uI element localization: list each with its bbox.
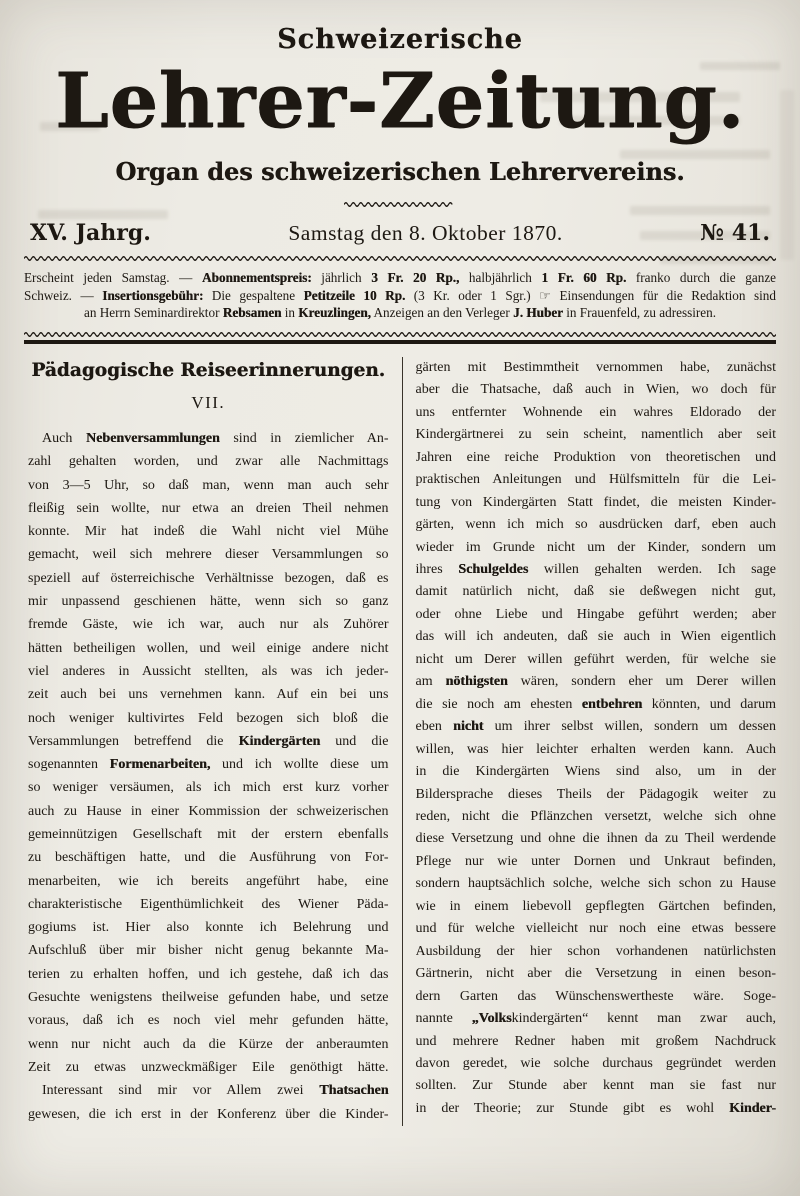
text-line: das will ich andeuten, daß sie auch in Wien eigentlich bbox=[415, 629, 776, 645]
text-line: voraus, daß ich es noch viel mehr gefunden hätte, bbox=[28, 1013, 389, 1029]
text-line: uns entfernter Wohnende ein wahres Eldorado der bbox=[415, 404, 776, 420]
text-line: Gärtnerin, nicht aber die Versetzung in einen beson- bbox=[415, 966, 776, 982]
masthead bbox=[0, 0, 800, 344]
column-left bbox=[28, 357, 402, 1126]
text-line: sollten. Zur Stunde aber kennt man sie fast nur bbox=[415, 1078, 776, 1094]
text-line: wenn nur nicht auch da die Kürze der anberaumten bbox=[28, 1036, 389, 1052]
article-text-left bbox=[28, 427, 389, 1126]
text-line: und mehrere Redner haben mit großem Nachdruck bbox=[415, 1033, 776, 1049]
text-line: Ausbildung der hier schon vorhandenen natürlichsten bbox=[415, 943, 776, 959]
date-row bbox=[0, 220, 800, 246]
masthead-title: Lehrer-Zeitung. bbox=[55, 56, 745, 145]
text-line: oder ohne Liebe und Hingabe geführt werden; aber bbox=[415, 606, 776, 622]
text-line: zu beschäftigen hatte, und die Ausführung von For- bbox=[28, 850, 389, 866]
text-line: gärten, wenn ich mich so ausdrücken darf, eben auch bbox=[415, 517, 776, 533]
text-line: charakteristische Eigenthümlichkeit des Wiener Päda- bbox=[28, 896, 389, 912]
text-line: gemeinnützigen Gesellschaft mit der erstern ebenfalls bbox=[28, 826, 389, 842]
text-line: zahl gehalten worden, und zwar alle Nachmittags bbox=[28, 454, 389, 470]
text-line: menarbeiten, wie ich bereits angeführt habe, eine bbox=[28, 873, 389, 889]
chapter-number: VII. bbox=[191, 392, 226, 412]
text-line: Zeit zu etwas unzweckmäßiger Eile genöthigt hätte. bbox=[28, 1059, 389, 1075]
text-line: hätten betheiligen wollen, und weil einige andere nicht bbox=[28, 640, 389, 656]
wavy-divider-short bbox=[344, 201, 456, 208]
text-line: gemacht, weil sich mehrere dieser Versammlungen so bbox=[28, 547, 389, 563]
text-line: Bildersprache dieses Theils der Pädagogik weiter zu bbox=[415, 786, 776, 802]
masthead-subtitle: Organ des schweizerischen Lehrervereins. bbox=[115, 157, 685, 187]
text-line: gogiums ist. Hier also konnte ich Belehrung und bbox=[28, 920, 389, 936]
text-line: tung von Kindergärten Statt findet, die meisten Kinder- bbox=[415, 494, 776, 510]
column-right bbox=[402, 357, 777, 1126]
article-heading: Pädagogische Reiseerinnerungen. bbox=[31, 359, 386, 381]
text-line: nannte „Volkskindergärten“ kennt man zwar auch, bbox=[415, 1011, 776, 1027]
subscription-info bbox=[24, 269, 776, 322]
text-line: willen, was hier leichter erhalten werden kann. Auch bbox=[415, 741, 776, 757]
text-line: diese Versetzung und ohne die ihnen da zu Theil werdende bbox=[415, 831, 776, 847]
text-line: nicht um Derer willen geführt werden, für welche sie bbox=[415, 651, 776, 667]
text-line: von 3—5 Uhr, so daß man, wenn man auch sehr bbox=[28, 477, 389, 493]
article-text-right bbox=[416, 357, 777, 1120]
text-line: Pflege nur wie unter Dornen und Unkraut befinden, bbox=[415, 853, 776, 869]
text-line: in die Kindergärten Wiens sind also, um in der bbox=[415, 764, 776, 780]
masthead-pretitle: Schweizerische bbox=[277, 24, 523, 55]
wavy-divider-bottom bbox=[24, 331, 776, 338]
article-columns bbox=[0, 357, 800, 1126]
issue-number: № 41. bbox=[700, 220, 770, 247]
text-line: praktischen Anleitungen und Hülfsmitteln für die Lei- bbox=[415, 472, 776, 488]
text-line: wie in einem liebevoll gepflegten Gärtchen befinden, bbox=[415, 898, 776, 914]
text-line: Erscheint jeden Samstag. — Abonnementspreis: jährlich 3 Fr. 20 Rp., halbjährlich 1 Fr. 60 Rp. franko durch die ganze bbox=[24, 270, 776, 286]
issue-date: Samstag den 8. Oktober 1870. bbox=[288, 221, 563, 246]
text-line: gärten mit Bestimmtheit vernommen habe, zunächst bbox=[415, 359, 776, 375]
text-line: damit natürlich nicht, daß sie deßwegen nicht gut, bbox=[415, 584, 776, 600]
text-line: terien zu erhalten hoffen, und ich gestehe, daß ich das bbox=[28, 966, 389, 982]
text-line: davon geredet, wie solche durchaus gegründet werden bbox=[415, 1055, 776, 1071]
text-line: sondern hauptsächlich solche, welche sich schon zu Hause bbox=[415, 876, 776, 892]
text-line: Aufschluß über mir bisher nicht genug bekannte Ma- bbox=[28, 943, 389, 959]
text-line: noch weniger kultivirtes Feld bezogen sich bloß die bbox=[28, 710, 389, 726]
text-line: konnte. Mir hat indeß die Wahl nicht viel Mühe bbox=[28, 524, 389, 540]
text-line: am nöthigsten wären, sondern eher um Derer willen bbox=[415, 674, 776, 690]
text-line: mir unpassend geschienen hätte, wenn sich so ganz bbox=[28, 594, 389, 610]
text-line: speziell auf österreichische Verhältnisse bezogen, daß es bbox=[28, 570, 389, 586]
text-line: Jahren eine reiche Produktion von theoretischen und bbox=[415, 449, 776, 465]
text-line: fremde Gäste, wie ich war, auch nur als Zuhörer bbox=[28, 617, 389, 633]
text-line: in der Theorie; zur Stunde gibt es wohl Kinder- bbox=[415, 1100, 776, 1116]
masthead-rule bbox=[24, 340, 776, 344]
text-line: und für welche vielleicht nur noch eine etwas bessere bbox=[415, 921, 776, 937]
text-line: aber die Thatsache, daß auch in Wien, wo doch für bbox=[415, 382, 776, 398]
text-line: Auch Nebenversammlungen sind in ziemlicher An- bbox=[28, 430, 389, 446]
text-line: Versammlungen betreffend die Kindergärten und die bbox=[28, 733, 389, 749]
text-line: reden, nicht die Pflänzchen versetzt, welche sich ohne bbox=[415, 809, 776, 824]
text-line: Kindergärtnerei zu sein scheint, namentlich aber seit bbox=[415, 427, 776, 443]
text-line: Schweiz. — Insertionsgebühr: Die gespaltene Petitzeile 10 Rp. (3 Kr. oder 1 Sgr.) ☞ Einsendungen für die Redaktion sind bbox=[24, 287, 776, 303]
text-line: Gesuchte wenigstens theilweise gefunden habe, und setze bbox=[28, 990, 389, 1006]
volume-label: XV. Jahrg. bbox=[30, 220, 151, 247]
text-line: zeit auch bei uns vernehmen kann. Auf ein bei uns bbox=[28, 687, 389, 703]
text-line: wieder im Grunde nicht um der Kinder, sondern um bbox=[415, 539, 776, 555]
text-line: an Herrn Seminardirektor Rebsamen in Kreuzlingen, Anzeigen an den Verleger J. Huber in Frauenfeld, zu adressiren. bbox=[83, 305, 717, 321]
text-line: Interessant sind mir vor Allem zwei Thatsachen bbox=[28, 1083, 389, 1099]
text-line: die sie noch am ehesten entbehren könnten, und darum bbox=[415, 696, 776, 712]
text-line: fleißig sein wollte, nur etwa an dreien Theil nehmen bbox=[28, 500, 389, 516]
text-line: auch zu Hause in einer Kommission der schweizerischen bbox=[28, 803, 389, 819]
text-line: eben nicht um ihrer selbst willen, sondern um dessen bbox=[415, 719, 776, 735]
text-line: viel anderes in Aussicht stellten, als was ich jeder- bbox=[28, 663, 389, 679]
text-line: so weniger versäumen, als ich mich erst kurz vorher bbox=[28, 780, 389, 796]
text-line: sogenannten Formenarbeiten, und ich wollte diese um bbox=[28, 757, 389, 773]
text-line: ihres Schulgeldes willen gehalten werden. Ich sage bbox=[415, 562, 776, 578]
text-line: dern Garten das Wünschenswertheste wäre. Soge- bbox=[415, 988, 776, 1004]
wavy-divider-top bbox=[24, 255, 776, 262]
text-line: gewesen, die ich erst in der Konferenz über die Kinder- bbox=[28, 1106, 389, 1122]
